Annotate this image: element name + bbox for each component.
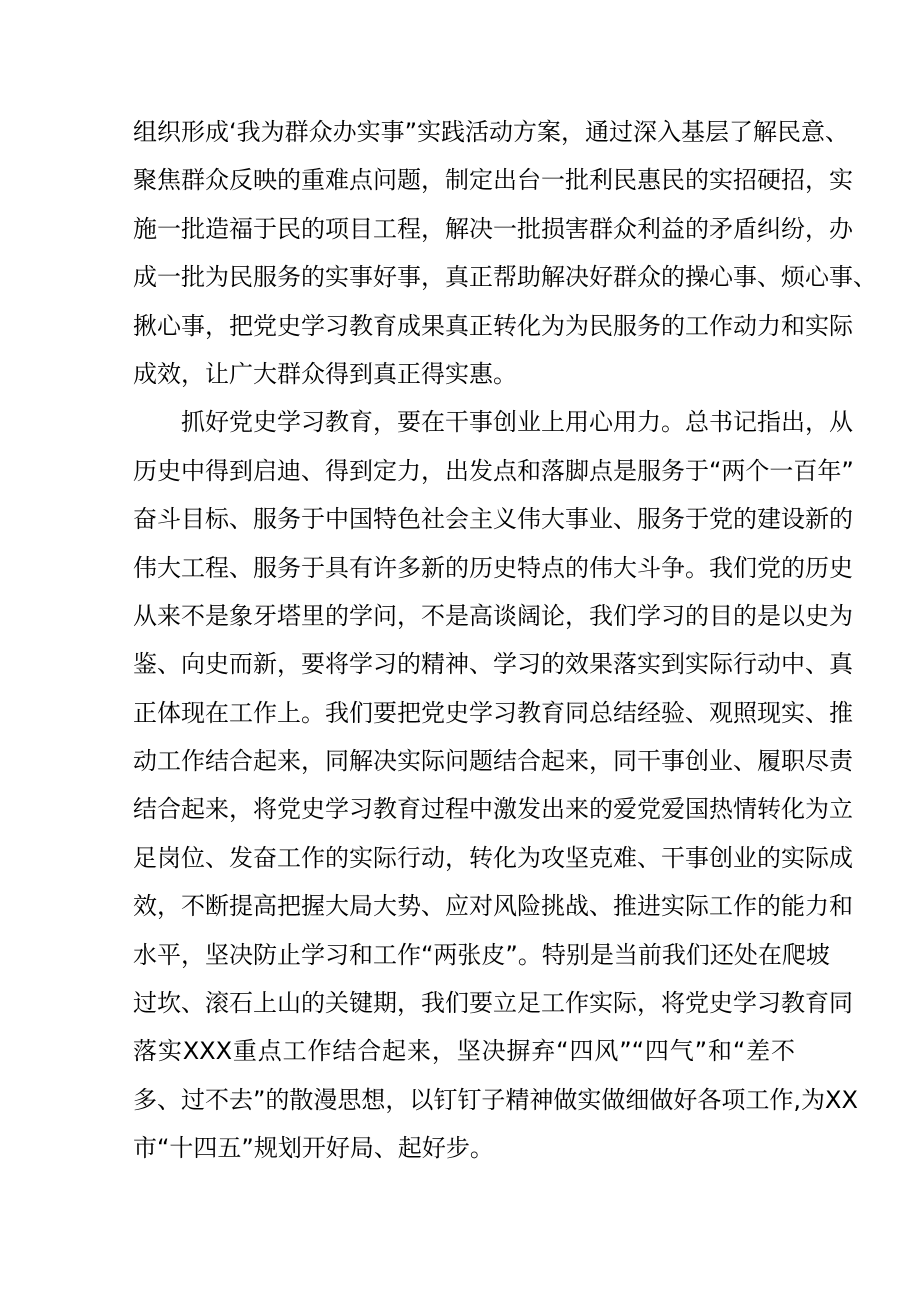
text-line: 揪心事，把党史学习教育成果真正转化为为民服务的工作动力和实际 — [133, 311, 853, 340]
text-line: 动工作结合起来，同解决实际问题结合起来，同干事创业、履职尽责 — [133, 747, 853, 776]
text-line: 成效，让广大群众得到真正得实惠。 — [133, 359, 517, 388]
text-line: 市“十四五”规划开好局、起好步。 — [133, 1134, 494, 1163]
text-line: 足岗位、发奋工作的实际行动，转化为攻坚克难、干事创业的实际成 — [133, 843, 853, 872]
text-line: 从来不是象牙塔里的学问，不是高谈阔论，我们学习的目的是以史为 — [133, 601, 853, 630]
text-line: 水平，坚决防止学习和工作“两张皮”。特别是当前我们还处在爬坡 — [133, 940, 830, 969]
text-line: 聚焦群众反映的重难点问题，制定出台一批利民惠民的实招硬招，实 — [133, 166, 853, 195]
text-line: 施一批造福于民的项目工程，解决一批损害群众利益的矛盾纠纷，办 — [133, 214, 853, 243]
paragraph-1 — [133, 108, 877, 398]
text-line: 成一批为民服务的实事好事，真正帮助解决好群众的操心事、烦心事、 — [133, 263, 877, 292]
text-line: 组织形成‘我为群众办实事”实践活动方案，通过深入基层了解民意、 — [133, 118, 850, 146]
text-line: 抓好党史学习教育，要在干事创业上用心用力。总书记指出，从 — [181, 408, 853, 437]
text-line: 正体现在工作上。我们要把党史学习教育同总结经验、观照现实、推 — [133, 698, 853, 727]
text-line: 过坎、滚石上山的关键期，我们要立足工作实际，将党史学习教育同 — [133, 989, 853, 1018]
text-line: 落实XXX重点工作结合起来，坚决摒弃“四风”“四气”和“差不 — [133, 1037, 795, 1066]
text-line: 伟大工程、服务于具有许多新的历史特点的伟大斗争。我们党的历史 — [133, 553, 853, 582]
text-line: 效，不断提高把握大局大势、应对风险挑战、推进实际工作的能力和 — [133, 892, 853, 921]
text-line: 多、过不去”的散漫思想，以钉钉子精神做实做细做好各项工作,为XX — [133, 1085, 858, 1114]
text-line: 结合起来，将党史学习教育过程中激发出来的爱党爱国热情转化为立 — [133, 795, 853, 824]
text-line: 历史中得到启迪、得到定力，出发点和落脚点是服务于“两个一百年” — [133, 456, 854, 485]
text-line: 奋斗目标、服务于中国特色社会主义伟大事业、服务于党的建设新的 — [133, 505, 853, 534]
paragraph-2 — [133, 398, 858, 1172]
document-body — [133, 108, 877, 1173]
text-line: 鉴、向史而新，要将学习的精神、学习的效果落实到实际行动中、真 — [133, 650, 853, 679]
